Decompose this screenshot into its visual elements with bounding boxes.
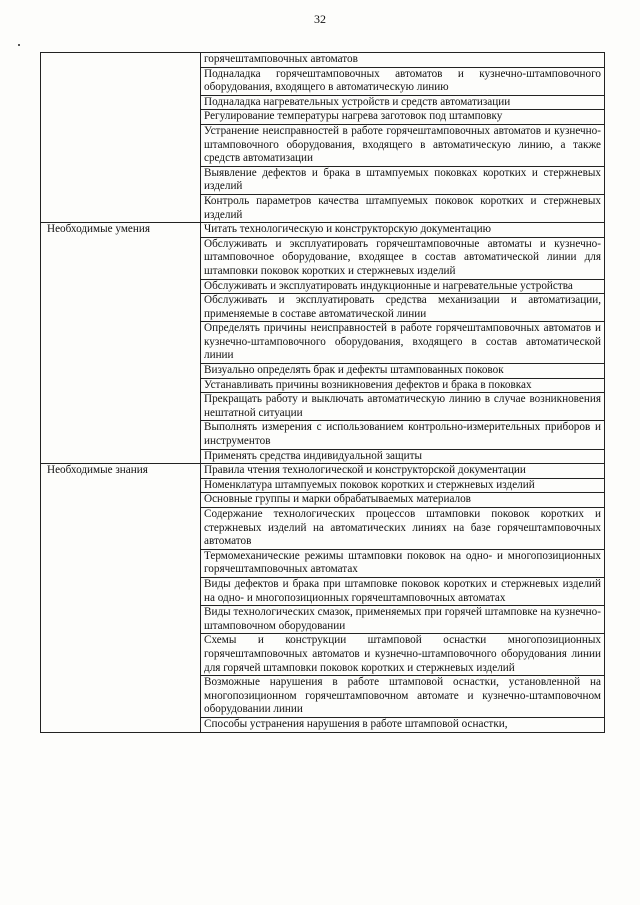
section-label: Необходимые знания: [41, 464, 201, 732]
table-cell-item: Обслуживать и эксплуатировать горячештамповочные автоматы и кузнечно-штамповочное оборудование, входящее в состав автоматической линии для штамповки поковок коротких и стержневых изделий: [201, 237, 605, 279]
table-row: [41, 223, 605, 238]
table-cell-item: Устранение неисправностей в работе горячештамповочных автоматов и кузнечно-штамповочного оборудования, входящего в автоматическую линию, а также средств автоматизации: [201, 124, 605, 166]
table-cell-item: Регулирование температуры нагрева заготовок под штамповку: [201, 110, 605, 125]
table-cell-item: Применять средства индивидуальной защиты: [201, 449, 605, 464]
table-cell-item: Схемы и конструкции штамповой оснастки многопозиционных горячештамповочных автоматов и кузнечно-штамповочного оборудования линии для горячей штамповки поковок коротких и стержневых изделий: [201, 634, 605, 676]
table-cell-item: Подналадка нагревательных устройств и средств автоматизации: [201, 95, 605, 110]
table-cell-item: Виды дефектов и брака при штамповке поковок коротких и стержневых изделий на одно- и многопозиционных горячештамповочных автоматах: [201, 577, 605, 605]
table-cell-item: Виды технологических смазок, применяемых при горячей штамповке на кузнечно-штамповочном оборудовании: [201, 606, 605, 634]
qualification-table: [40, 52, 605, 733]
table-cell-item: Правила чтения технологической и конструкторской документации: [201, 464, 605, 479]
table-cell-item: Содержание технологических процессов штамповки поковок коротких и стержневых изделий на автоматических линиях на базе горячештамповочных автоматов: [201, 508, 605, 550]
table-cell-item: Прекращать работу и выключать автоматическую линию в случае возникновения нештатной ситуации: [201, 393, 605, 421]
table-cell-item: Обслуживать и эксплуатировать средства механизации и автоматизации, применяемые в составе автоматической линии: [201, 294, 605, 322]
table-cell-item: Способы устранения нарушения в работе штамповой оснастки,: [201, 717, 605, 732]
table-row: [41, 464, 605, 479]
table-cell-item: Выполнять измерения с использованием контрольно-измерительных приборов и инструментов: [201, 421, 605, 449]
table-cell-item: Визуально определять брак и дефекты штампованных поковок: [201, 364, 605, 379]
table-cell-item: Контроль параметров качества штампуемых поковок коротких и стержневых изделий: [201, 194, 605, 222]
section-label: Необходимые умения: [41, 223, 201, 464]
table-cell-item: Читать технологическую и конструкторскую документацию: [201, 223, 605, 238]
table-row: [41, 53, 605, 68]
table-cell-item: Номенклатура штампуемых поковок коротких и стержневых изделий: [201, 478, 605, 493]
table-cell-item: Устанавливать причины возникновения дефектов и брака в поковках: [201, 378, 605, 393]
table-cell-item: горячештамповочных автоматов: [201, 53, 605, 68]
section-label: [41, 53, 201, 223]
table-cell-item: Выявление дефектов и брака в штампуемых поковках коротких и стержневых изделий: [201, 166, 605, 194]
table-cell-item: Основные группы и марки обрабатываемых материалов: [201, 493, 605, 508]
table-cell-item: Возможные нарушения в работе штамповой оснастки, установленной на многопозиционном горячештамповочном автомате и кузнечно-штамповочном оборудовании линии: [201, 676, 605, 718]
page-number: 32: [314, 12, 326, 26]
scan-speck: [18, 44, 20, 46]
table-cell-item: Определять причины неисправностей в работе горячештамповочных автоматов и кузнечно-штамповочного оборудования, входящего в состав автоматической линии: [201, 322, 605, 364]
table-cell-item: Термомеханические режимы штамповки поковок на одно- и многопозиционных горячештамповочных автоматах: [201, 549, 605, 577]
table-cell-item: Подналадка горячештамповочных автоматов и кузнечно-штамповочного оборудования, входящего в автоматическую линию: [201, 67, 605, 95]
table-cell-item: Обслуживать и эксплуатировать индукционные и нагревательные устройства: [201, 279, 605, 294]
